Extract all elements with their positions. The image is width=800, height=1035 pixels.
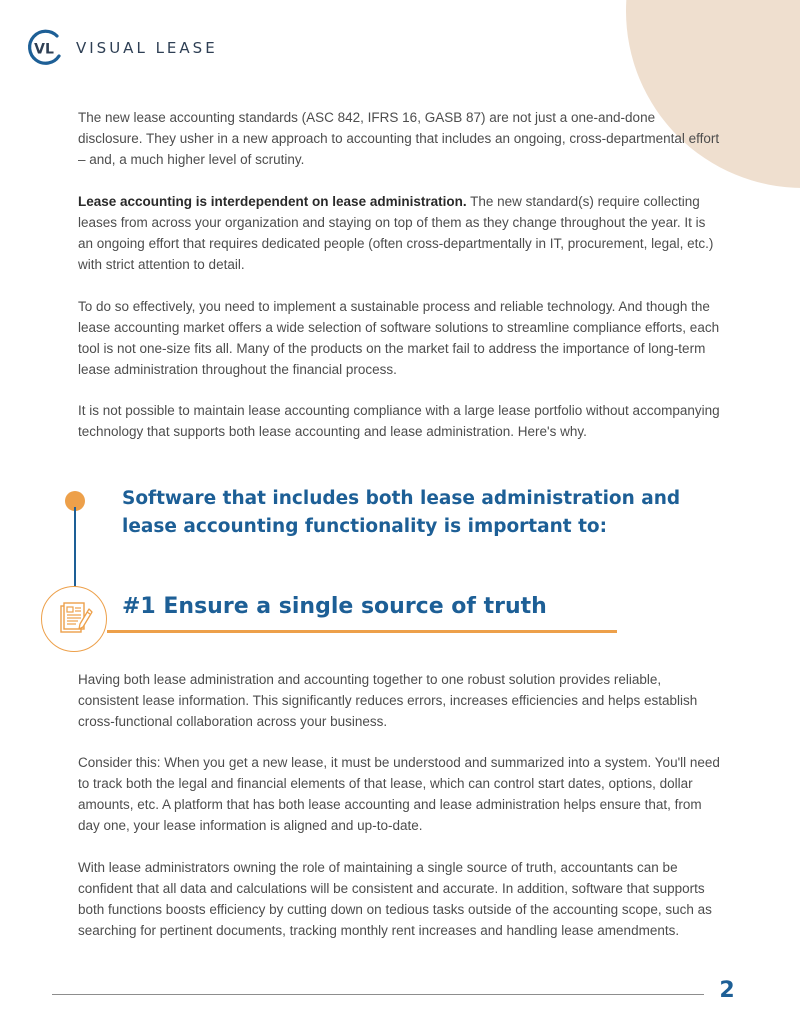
page-number: 2 [719,978,735,1003]
timeline-line [74,507,76,590]
point-1-heading: #1 Ensure a single source of truth [122,594,547,619]
intro-paragraph-2-lead: Lease accounting is interdependent on lease administration. [78,194,467,209]
footer-rule [52,994,704,995]
vl-logo-icon [24,28,64,68]
point-1-paragraph-2: Consider this: When you get a new lease, it must be understood and summarized into a system. You'll need to track both the legal and financial elements of that lease, which can control start dates, options, dollar amounts, etc. A platform that has both lease accounting and lease administration helps ensure that, from day one, your lease information is aligned and up-to-date. [78,755,720,833]
intro-paragraph-2 [78,191,723,275]
section-heading: Software that includes both lease administration and lease accounting functionality is important to: [122,488,681,537]
intro-paragraph-1: The new lease accounting standards (ASC 842, IFRS 16, GASB 87) are not just a one-and-done disclosure. They usher in a new approach to accounting that includes an ongoing, cross-departmental effort – and, a much higher level of scrutiny. [78,110,720,167]
brand-logo [24,28,218,68]
point-1-paragraph-3: With lease administrators owning the role of maintaining a single source of truth, accountants can be confident that all data and calculations will be consistent and accurate. In addition, software that supports both functions boosts efficiency by cutting down on tedious tasks outside of the accounting scope, such as searching for pertinent documents, tracking monthly rent increases and handling lease amendments. [78,860,712,938]
intro-paragraph-4: It is not possible to maintain lease accounting compliance with a large lease portfolio without accompanying technology that supports both lease accounting and lease administration. Here's why. [78,403,720,439]
document-pencil-icon [56,600,94,638]
brand-name: VISUAL LEASE [76,39,218,57]
intro-paragraph-2-body: The new standard(s) require collecting leases from across your organization and staying on top of them as they change throughout the year. It is an ongoing effort that requires dedicated people (often cross-departmentally in IT, procurement, legal, etc.) with strict attention to detail. [78,194,714,272]
point-icon-badge [41,586,107,652]
svg-text:VL: VL [34,41,54,58]
heading-underline [107,630,617,633]
intro-paragraph-3: To do so effectively, you need to implement a sustainable process and reliable technology. And though the lease accounting market offers a wide selection of software solutions to streamline compliance efforts, each tool is not one-size fits all. Many of the products on the market fail to address the importance of long-term lease administration throughout the financial process. [78,299,720,377]
point-1-paragraph-1: Having both lease administration and accounting together to one robust solution provides reliable, consistent lease information. This significantly reduces errors, increases efficiencies and helps establish cross-functional collaboration across your business. [78,672,698,729]
